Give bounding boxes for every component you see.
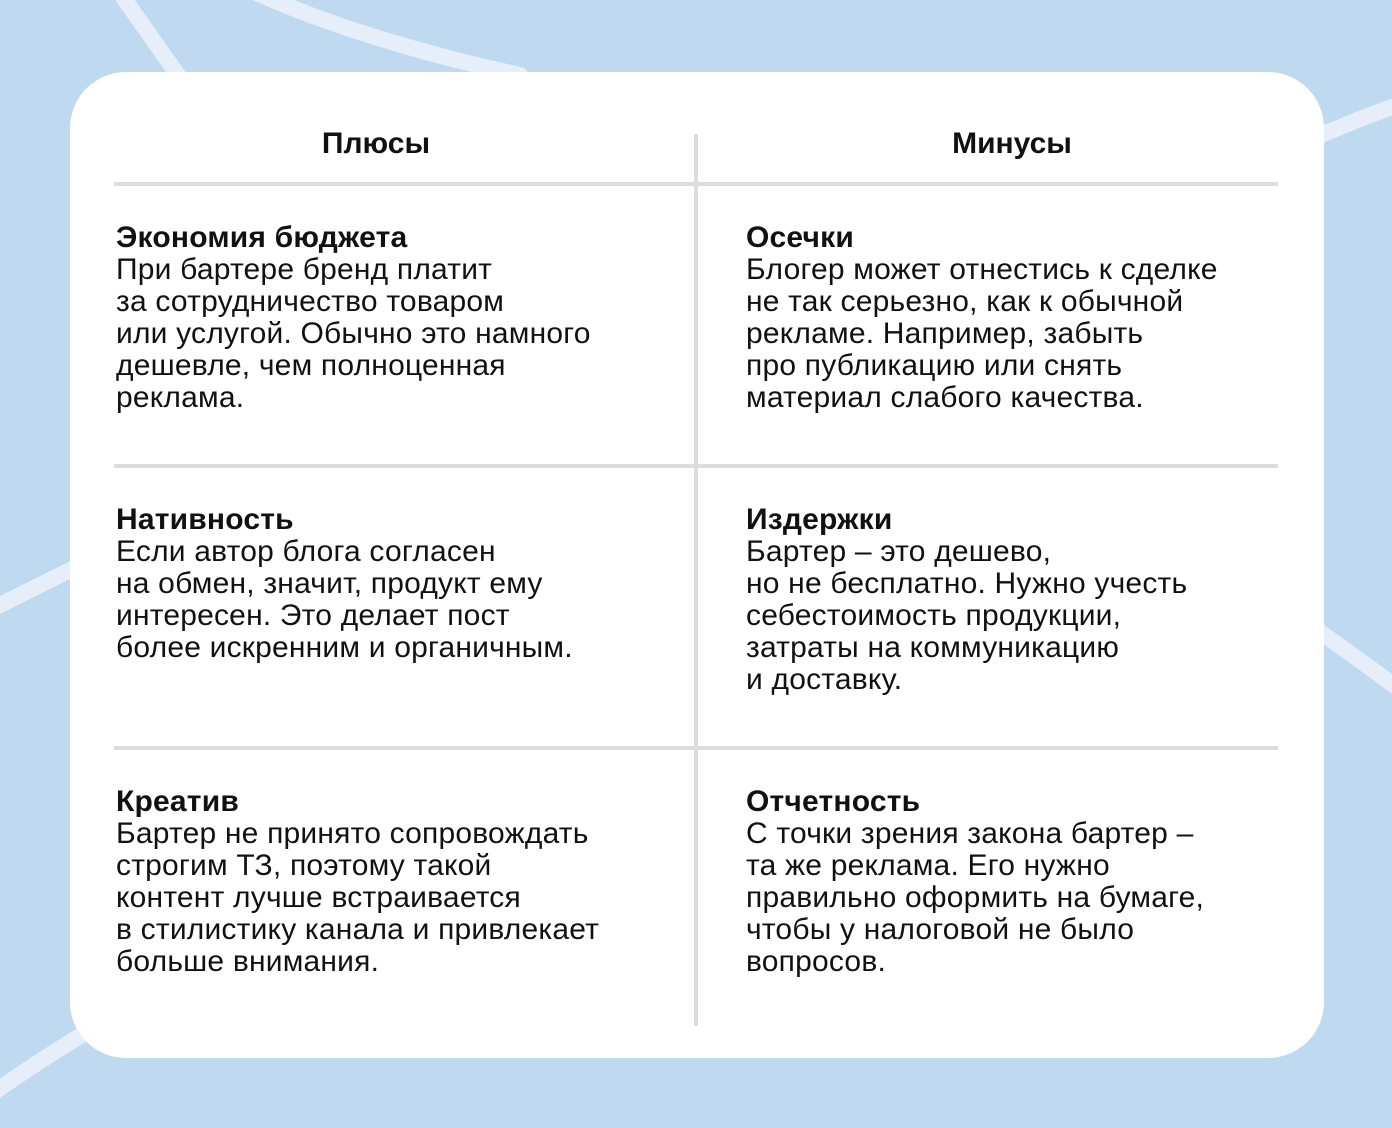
cell-text-line: дешевле, чем полноценная <box>116 349 506 382</box>
cell-text-line: вопросов. <box>746 945 886 978</box>
cell-text-line: или услугой. Обычно это намного <box>116 317 591 350</box>
column-divider <box>694 134 698 1026</box>
cell-text-line: правильно оформить на бумаге, <box>746 881 1205 914</box>
cell-title: Креатив <box>116 785 239 818</box>
cell-text-line: С точки зрения закона бартер – <box>746 817 1194 850</box>
cell-title: Экономия бюджета <box>116 221 408 254</box>
cell-text-line: чтобы у налоговой не было <box>746 913 1135 946</box>
cell-text-line: реклама. <box>116 381 245 414</box>
cell-text-line: строгим ТЗ, поэтому такой <box>116 849 492 882</box>
pros-cell <box>116 222 656 414</box>
cell-title: Нативность <box>116 503 294 536</box>
row-divider <box>114 464 1278 468</box>
cell-text-line: на обмен, значит, продукт ему <box>116 567 543 600</box>
pros-cell <box>116 786 656 978</box>
cell-title: Издержки <box>746 503 893 536</box>
cell-text-line: больше внимания. <box>116 945 380 978</box>
cell-text-line: себестоимость продукции, <box>746 599 1122 632</box>
cell-text-line: более искренним и органичным. <box>116 631 573 664</box>
cell-title: Осечки <box>746 221 855 254</box>
cell-text-line: затраты на коммуникацию <box>746 631 1120 664</box>
pros-cell <box>116 504 656 664</box>
column-header-pros: Плюсы <box>321 127 431 160</box>
cell-text-line: материал слабого качества. <box>746 381 1144 414</box>
row-divider <box>114 746 1278 750</box>
cell-text-line: Бартер не принято сопровождать <box>116 817 589 850</box>
header-divider <box>114 182 1278 186</box>
cell-text-line: рекламе. Например, забыть <box>746 317 1144 350</box>
cell-text-line: за сотрудничество товаром <box>116 285 505 318</box>
cell-text-line: и доставку. <box>746 663 903 696</box>
cons-cell <box>746 222 1286 414</box>
cons-cell <box>746 504 1286 696</box>
cell-text-line: При бартере бренд платит <box>116 253 493 286</box>
cell-text-line: в стилистику канала и привлекает <box>116 913 600 946</box>
cell-text-line: интересен. Это делает пост <box>116 599 510 632</box>
cell-text-line: Бартер – это дешево, <box>746 535 1052 568</box>
cell-title: Отчетность <box>746 785 921 818</box>
column-header-cons: Минусы <box>952 127 1072 160</box>
cons-cell <box>746 786 1286 978</box>
cell-text-line: контент лучше встраивается <box>116 881 521 914</box>
cell-text-line: Если автор блога согласен <box>116 535 496 568</box>
cell-text-line: та же реклама. Его нужно <box>746 849 1110 882</box>
cell-text-line: но не бесплатно. Нужно учесть <box>746 567 1188 600</box>
cell-text-line: не так серьезно, как к обычной <box>746 285 1184 318</box>
cell-text-line: про публикацию или снять <box>746 349 1123 382</box>
cell-text-line: Блогер может отнестись к сделке <box>746 253 1218 286</box>
